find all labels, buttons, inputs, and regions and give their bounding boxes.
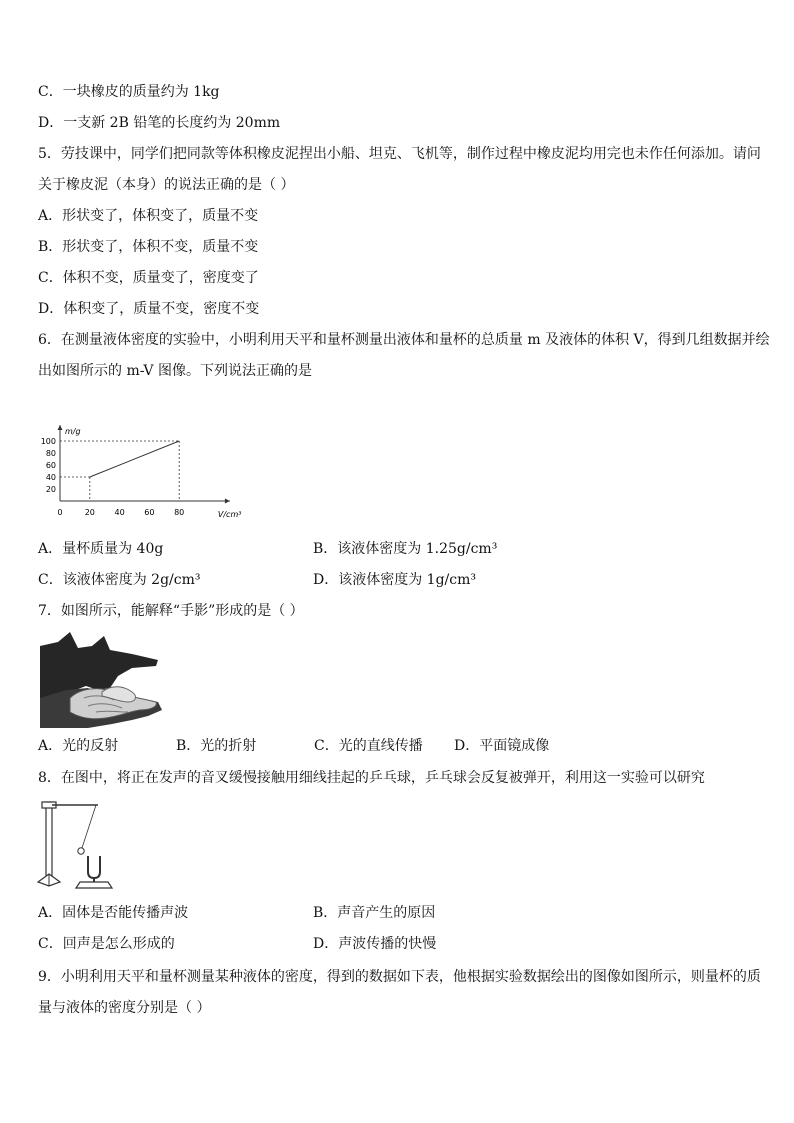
- q5-option-d: D．体积变了，质量不变，密度不变: [38, 301, 260, 317]
- q5-option-b: B．形状变了，体积不变，质量不变: [38, 239, 259, 255]
- q4-option-c: C．一块橡皮的质量约为 1kg: [38, 84, 220, 100]
- x-tick-label: 0: [57, 508, 63, 517]
- hand-shadow-image: [40, 632, 164, 728]
- q8-option-a: A．固体是否能传播声波: [38, 905, 189, 921]
- y-axis-label: m/g: [65, 427, 81, 436]
- y-tick-label: 40: [45, 473, 56, 482]
- q8-stem: 8．在图中，将正在发声的音叉缓慢接触用细线挂起的乒乓球，乒乓球会反复被弹开，利用这一实验可以研究: [38, 770, 705, 786]
- q8-option-d: D．声波传播的快慢: [313, 936, 437, 952]
- x-tick-label: 20: [84, 508, 95, 517]
- x-tick-label: 60: [144, 508, 155, 517]
- q5-option-a: A．形状变了，体积变了，质量不变: [38, 208, 259, 224]
- q7-options-row: [38, 737, 549, 755]
- y-tick-label: 20: [45, 485, 56, 494]
- x-axis-label: V/cm³: [217, 510, 242, 519]
- q8-option-c: C．回声是怎么形成的: [38, 936, 175, 952]
- x-tick-label: 40: [114, 508, 125, 517]
- series-line: [90, 441, 179, 477]
- q7-stem: 7．如图所示，能解释“手影”形成的是（ ）: [38, 603, 304, 619]
- q4-option-d: D．一支新 2B 铅笔的长度约为 20mm: [38, 115, 281, 131]
- q5-stem-line2: 关于橡皮泥（本身）的说法正确的是（ ）: [38, 177, 295, 193]
- q9-stem-line1: 9．小明利用天平和量杯测量某种液体的密度，得到的数据如下表，他根据实验数据绘出的图像如图所示，则量杯的质: [38, 969, 761, 985]
- q6-option-d: D．该液体密度为 1g/cm³: [313, 572, 476, 588]
- x-tick-label: 80: [174, 508, 185, 517]
- q6-option-c: C．该液体密度为 2g/cm³: [38, 572, 201, 588]
- q7-option-d: D．平面镜成像: [454, 738, 550, 754]
- q9-stem-line2: 量与液体的密度分别是（ ）: [38, 1000, 211, 1016]
- x-axis-arrow: [225, 499, 230, 504]
- y-tick-label: 60: [45, 461, 56, 470]
- q6-stem-line2: 出如图所示的 m-V 图像。下列说法正确的是: [38, 363, 312, 379]
- q7-option-c: C．光的直线传播: [314, 738, 423, 754]
- q5-option-c: C．体积不变，质量变了，密度变了: [38, 270, 259, 286]
- y-tick-label: 80: [45, 449, 56, 458]
- q7-option-a: A．光的反射: [38, 738, 119, 754]
- q5-stem-line1: 5．劳技课中，同学们把同款等体积橡皮泥捏出小船、坦克、飞机等，制作过程中橡皮泥均用完也未作任何添加。请问: [38, 146, 761, 162]
- q6-option-a: A．量杯质量为 40g: [38, 541, 164, 557]
- q8-option-b: B．声音产生的原因: [313, 905, 436, 921]
- y-tick-label: 100: [40, 437, 56, 446]
- q6-stem-line1: 6．在测量液体密度的实验中，小明利用天平和量杯测量出液体和量杯的总质量 m 及液体的体积 V，得到几组数据并绘: [38, 332, 770, 348]
- mv-chart: [38, 396, 258, 526]
- y-axis-arrow: [58, 425, 63, 430]
- q6-option-b: B．该液体密度为 1.25g/cm³: [313, 541, 498, 557]
- tuning-fork-apparatus: [36, 798, 116, 890]
- q7-option-b: B．光的折射: [176, 738, 257, 754]
